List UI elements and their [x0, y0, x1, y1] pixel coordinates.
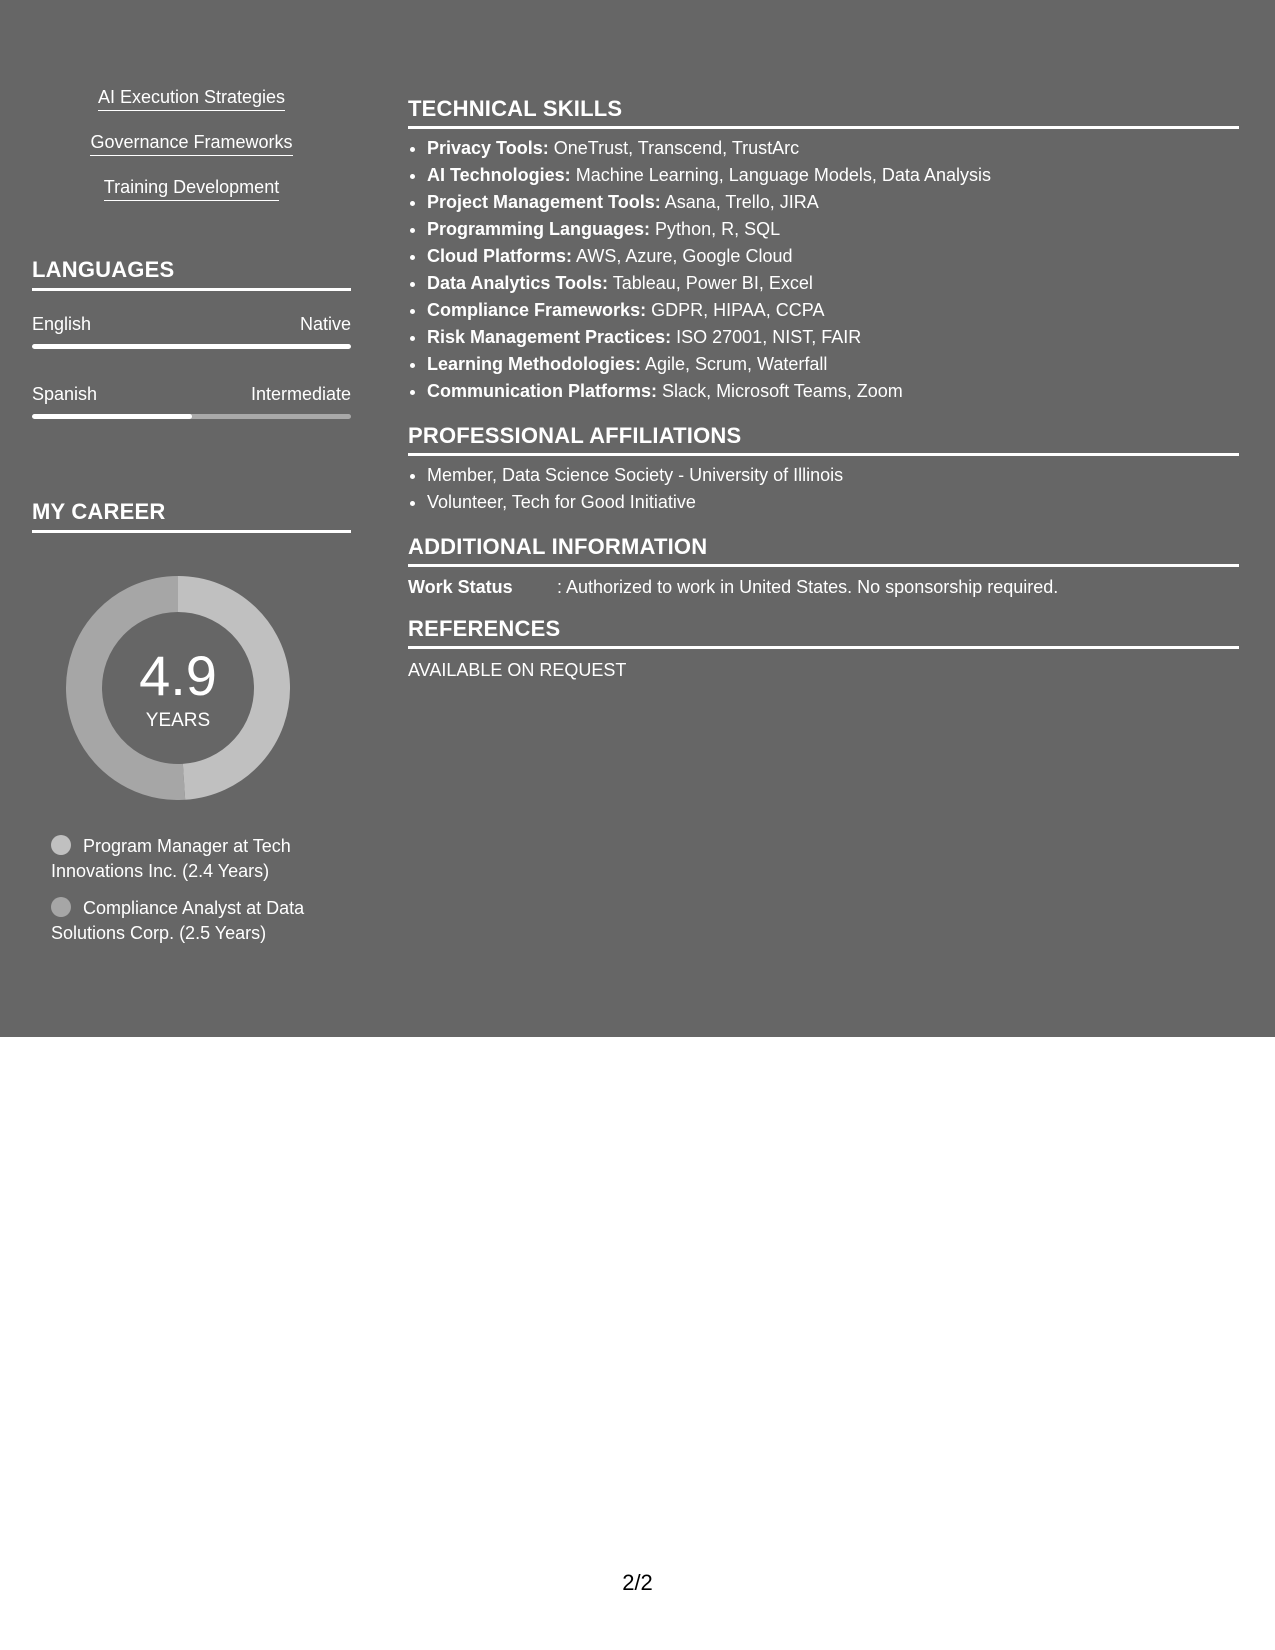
skill-category: Communication Platforms:	[427, 381, 658, 401]
work-status-value: : Authorized to work in United States. No sponsorship required.	[557, 577, 1059, 597]
affiliations-list	[408, 462, 843, 516]
legend-dot-icon	[51, 835, 71, 855]
list-item	[427, 324, 991, 351]
skill-tag: AI Execution Strategies	[98, 86, 285, 111]
list-item	[427, 216, 991, 243]
references-heading: REFERENCES	[408, 616, 1239, 649]
language-proficiency-bar	[32, 414, 351, 419]
list-item	[427, 135, 991, 162]
career-legend-item	[51, 896, 351, 946]
skill-values: Asana, Trello, JIRA	[664, 192, 819, 212]
career-total	[66, 576, 290, 800]
skill-category: Learning Methodologies:	[427, 354, 641, 374]
technical-skills-list	[408, 135, 991, 405]
list-item	[427, 297, 991, 324]
skill-category: Cloud Platforms:	[427, 246, 573, 266]
skill-values: GDPR, HIPAA, CCPA	[651, 300, 825, 320]
skill-category: AI Technologies:	[427, 165, 571, 185]
skill-tag-list	[32, 86, 351, 221]
skill-values: ISO 27001, NIST, FAIR	[676, 327, 862, 347]
skill-category: Data Analytics Tools:	[427, 273, 609, 293]
skill-category: Project Management Tools:	[427, 192, 661, 212]
skill-tag: Governance Frameworks	[90, 131, 292, 156]
language-name: English	[32, 314, 92, 334]
language-level: Intermediate	[250, 384, 351, 404]
skill-values: Slack, Microsoft Teams, Zoom	[662, 381, 903, 401]
skill-category: Programming Languages:	[427, 219, 651, 239]
career-legend-text: Compliance Analyst at Data Solutions Corp. (2.5 Years)	[51, 898, 305, 943]
career-heading: MY CAREER	[32, 499, 351, 533]
additional-info-heading: ADDITIONAL INFORMATION	[408, 534, 1239, 567]
list-item	[427, 189, 991, 216]
skill-values: Python, R, SQL	[655, 219, 781, 239]
career-total-value: 4.9	[139, 644, 217, 707]
list-item	[427, 378, 991, 405]
language-proficiency-bar	[32, 344, 351, 349]
skill-category: Privacy Tools:	[427, 138, 549, 158]
legend-dot-icon	[51, 897, 71, 917]
list-item	[427, 270, 991, 297]
career-total-unit: YEARS	[145, 710, 211, 731]
skill-values: Machine Learning, Language Models, Data Analysis	[575, 165, 991, 185]
skill-category: Risk Management Practices:	[427, 327, 672, 347]
skill-values: AWS, Azure, Google Cloud	[576, 246, 793, 266]
skill-category: Compliance Frameworks:	[427, 300, 647, 320]
skill-values: OneTrust, Transcend, TrustArc	[553, 138, 800, 158]
skill-values: Tableau, Power BI, Excel	[612, 273, 813, 293]
list-item	[427, 162, 991, 189]
languages-heading: LANGUAGES	[32, 257, 351, 291]
list-item: • Member, Data Science Society - University of Illinois	[427, 462, 843, 489]
language-proficiency-fill	[32, 344, 351, 349]
language-proficiency-fill	[32, 414, 192, 419]
page-number: 2/2	[622, 1570, 653, 1595]
affiliations-heading: PROFESSIONAL AFFILIATIONS	[408, 423, 1239, 456]
skill-tag: Training Development	[104, 176, 279, 201]
list-item	[427, 243, 991, 270]
list-item	[427, 351, 991, 378]
list-item: • Volunteer, Tech for Good Initiative	[427, 489, 843, 516]
references-text: AVAILABLE ON REQUEST	[408, 660, 627, 680]
work-status-label: Work Status	[408, 577, 513, 597]
language-level: Native	[299, 314, 351, 334]
career-legend-text: Program Manager at Tech Innovations Inc. (2.4 Years)	[51, 836, 291, 881]
career-legend-item	[51, 834, 351, 884]
skill-values: Agile, Scrum, Waterfall	[645, 354, 828, 374]
language-name: Spanish	[32, 384, 98, 404]
technical-skills-heading: TECHNICAL SKILLS	[408, 96, 1239, 129]
